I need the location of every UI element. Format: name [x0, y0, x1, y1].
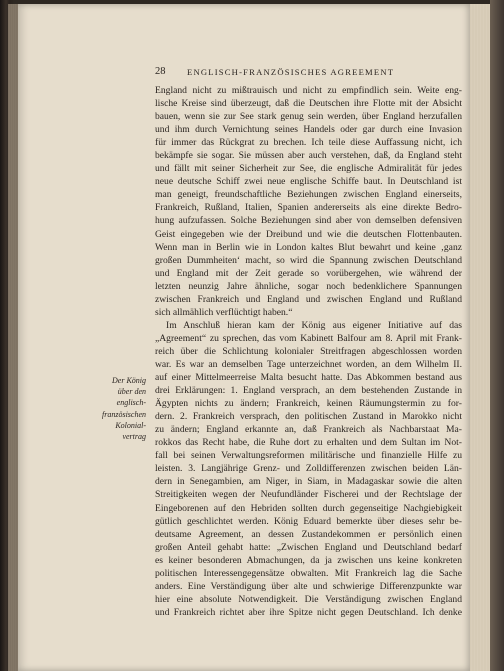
- page-number: 28: [155, 66, 166, 77]
- text-line: hier eine absolute Notwendigkeit. Die Verständigung zwischen England: [155, 593, 462, 605]
- margin-note-line: über den: [117, 387, 146, 397]
- margin-note: [82, 375, 146, 442]
- text-line: großen Dummheiten‘ macht, so wird die Spannung zwischen Deutschland: [155, 254, 462, 266]
- text-line: Geist eingegeben wie der Dreibund und wie die deutschen Flottenbauten.: [155, 228, 462, 240]
- text-line: zu ändern; England erkannte an, daß Frankreich als Nachbarstaat Ma-: [155, 424, 462, 436]
- text-line: zwischen Frankreich und England und zwischen England und Rußland: [155, 293, 462, 305]
- text-line: politischen Interessengegensätze obwalten. Mit Frankreich lag die Sache: [155, 567, 462, 579]
- margin-note-line: französischen: [102, 409, 146, 419]
- margin-note-line: vertrag: [122, 432, 146, 442]
- text-line: man geneigt, freundschaftliche Beziehungen zwischen England einerseits,: [155, 189, 462, 201]
- text-line: und Frankreich richtet aber ihre Spitze nicht gegen Deutschland. Ich denke: [155, 606, 462, 618]
- text-line: Frankreich, Rußland, Italien, Spanien andererseits als eine direkte Bedro-: [155, 202, 462, 214]
- text-line: sich allmählich verflüchtigt haben.“: [155, 306, 293, 318]
- book-spine-edge: [8, 4, 18, 671]
- book-cover-edge: [490, 0, 504, 671]
- text-line: bauen, wenn sie zur See stark genug sein werden, über England herzufallen: [155, 111, 462, 123]
- text-line: Ägypten nichts zu ändern; Frankreich, keinen Räumungstermin zu for-: [155, 398, 462, 410]
- text-line: Im Anschluß hieran kam der König aus eigener Initiative auf das: [166, 319, 462, 331]
- text-line: gütlich geschlichtet werden. König Eduard bemerkte über dieses sehr be-: [155, 515, 462, 527]
- text-line: reich über die Schlichtung kolonialer Streitfragen abgeschlossen worden: [155, 345, 462, 357]
- text-line: „Agreement“ zu sprechen, das vom Kabinett Balfour am 8. April mit Frank-: [155, 332, 462, 344]
- text-line: für immer das Rückgrat zu brechen. Ich teile diese Auffassung nicht, ich: [155, 137, 462, 149]
- text-line: Streitigkeiten wegen der Neufundländer Fischerei und der Rechtslage der: [155, 489, 462, 501]
- body-text: [155, 84, 462, 619]
- margin-note-line: englisch-: [116, 398, 146, 408]
- running-header: [155, 66, 485, 82]
- text-line: und England mit der Zeit gerade so vorübergehen, wie während der: [155, 267, 462, 279]
- text-line: dern. 2. Frankreich versprach, den politischen Zustand in Marokko nicht: [155, 411, 462, 423]
- text-line: anders. Eine Verständigung über alte und schwierige Differenzpunkte war: [155, 580, 462, 592]
- text-line: bekämpfe sie sogar. Sie müssen aber auch verstehen, daß, da England steht: [155, 150, 462, 162]
- text-line: fall bei seinen Verwaltungsreformen militärische und finanzielle Hilfe zu: [155, 450, 462, 462]
- text-line: hung aufzufassen. Solche Beziehungen sind aber von demselben defensiven: [155, 215, 462, 227]
- text-line: es keiner besonderen Abmachungen, da ja zwischen uns keine konkreten: [155, 554, 462, 566]
- running-title: ENGLISCH-FRANZÖSISCHES AGREEMENT: [187, 67, 395, 77]
- page-stack-edges: [470, 4, 490, 671]
- text-line: und fällt mit seiner Sicherheit zur See, die englische Admiralität für jedes: [155, 163, 462, 175]
- text-line: England nicht zu mißtrauisch und nicht zu empfindlich sein. Weite eng-: [155, 85, 462, 96]
- margin-note-line: Kolonial-: [115, 420, 146, 430]
- text-line: Eingeborenen auf den Hebriden sollten durch gegenseitige Nachgiebigkeit: [155, 502, 462, 514]
- text-line: war. Es war an demselben Tage unterzeichnet worden, an dem Wilhelm II.: [155, 358, 462, 370]
- text-line: und ihm durch Vernichtung seines Handels oder gar durch eine Invasion: [155, 124, 462, 136]
- text-line: dern in Senegambien, am Niger, in Siam, in Madagaskar sowie die alten: [155, 476, 462, 488]
- text-line: deutsame Agreement, an dessen Zustandekommen er persönlich einen: [155, 528, 462, 540]
- text-line: lische Kreise sind überzeugt, daß die Deutschen ihre Flotte mit der Absicht: [155, 98, 462, 110]
- text-line: leisten. 3. Langjährige Grenz- und Zolldifferenzen zwischen beiden Län-: [155, 463, 462, 475]
- text-line: auf einer Mittelmeerreise Malta besucht hatte. Das Abkommen bestand aus: [155, 372, 462, 384]
- text-line: rokkos das Recht habe, die Ruhe dort zu erhalten und dem Sultan im Not-: [155, 437, 462, 449]
- text-line: Wenn man in Berlin wie in London kaltes Blut bewahrt und keine ‚ganz: [155, 241, 462, 253]
- margin-note-line: Der König: [112, 376, 146, 385]
- text-line: drei Erklärungen: 1. England versprach, an dem bestehenden Zustande in: [155, 385, 462, 397]
- text-line: neue deutsche Schiff zwei neue englische Schiffe baut. In Deutschland ist: [155, 176, 462, 188]
- text-line: letzten neunzig Jahre ähnliche, sogar noch bedenklichere Spannungen: [155, 280, 462, 292]
- text-line: großen Anteil gehabt hatte: „Zwischen England und Deutschland bedarf: [155, 541, 462, 553]
